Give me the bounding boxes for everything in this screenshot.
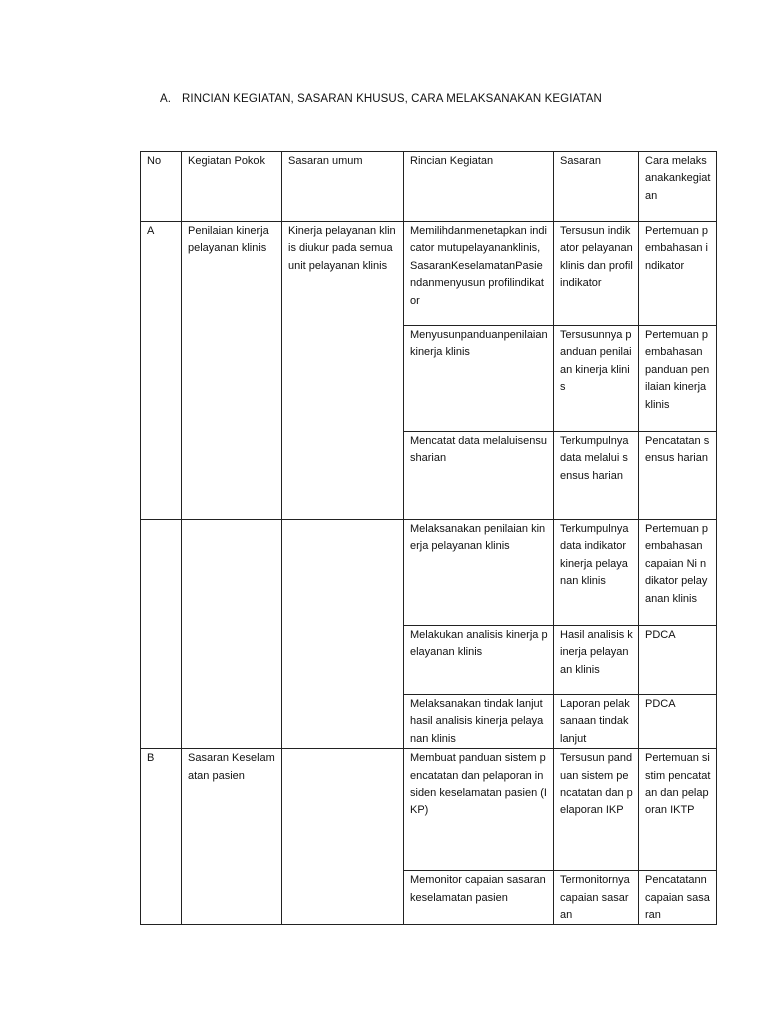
section-heading [160,93,602,105]
cell-sasaran: Laporan pelaksanaan tindak lanjut [554,695,639,749]
cell-no: A [141,222,182,520]
header-sasaran: Sasaran [554,152,639,222]
cell-cara: Pencatatann capaian sasaran [639,871,717,925]
cell-kegiatan-pokok [182,520,282,749]
cell-kegiatan-pokok: Penilaian kinerja pelayanan klinis [182,222,282,520]
activity-table [140,151,717,925]
cell-no: B [141,749,182,925]
cell-rincian: Memonitor capaian sasaran keselamatan pasien [404,871,554,925]
cell-sasaran: Termonitornya capaian sasaran [554,871,639,925]
cell-cara: PDCA [639,695,717,749]
cell-kegiatan-pokok: Sasaran Keselamatan pasien [182,749,282,925]
cell-sasaran: Hasil analisis kinerja pelayanan klinis [554,626,639,695]
cell-sasaran: Tersusun indikator pelayanan klinis dan profil indikator [554,222,639,326]
header-cara-melaksanakan: Cara melaksanakankegiatan [639,152,717,222]
cell-sasaran: Terkumpulnya data melalui sensus harian [554,432,639,520]
cell-rincian: Menyusunpanduanpenilaian kinerja klinis [404,326,554,432]
section-title: RINCIAN KEGIATAN, SASARAN KHUSUS, CARA MELAKSANAKAN KEGIATAN [182,93,602,105]
table-row [141,749,717,871]
cell-sasaran: Terkumpulnya data indikator kinerja pelayanan klinis [554,520,639,626]
table-row [141,520,717,626]
cell-cara: Pertemuan sistim pencatatan dan pelaporan IKTP [639,749,717,871]
cell-rincian: Melaksanakan tindak lanjut hasil analisis kinerja pelayanan klinis [404,695,554,749]
cell-cara: Pertemuan pembahasan panduan penilaian kinerja klinis [639,326,717,432]
cell-sasaran-umum [282,749,404,925]
cell-rincian: Melakukan analisis kinerja pelayanan klinis [404,626,554,695]
cell-rincian: Membuat panduan sistem pencatatan dan pelaporan insiden keselamatan pasien (IKP) [404,749,554,871]
header-rincian-kegiatan: Rincian Kegiatan [404,152,554,222]
cell-cara: Pertemuan pembahasan indikator [639,222,717,326]
cell-cara: Pertemuan pembahasan capaian Ni ndikator pelayanan klinis [639,520,717,626]
cell-sasaran-umum [282,520,404,749]
cell-rincian: Mencatat data melaluisensusharian [404,432,554,520]
header-sasaran-umum: Sasaran umum [282,152,404,222]
cell-rincian: Memilihdanmenetapkan indicator mutupelayananklinis, SasaranKeselamatanPasiendanmenyusun profilindikator [404,222,554,326]
cell-sasaran: Tersusunnya panduan penilaian kinerja klinis [554,326,639,432]
cell-sasaran-umum: Kinerja pelayanan klinis diukur pada semua unit pelayanan klinis [282,222,404,520]
cell-cara: Pencatatan sensus harian [639,432,717,520]
table-row [141,222,717,326]
cell-sasaran: Tersusun panduan sistem pencatatan dan pelaporan IKP [554,749,639,871]
cell-rincian: Melaksanakan penilaian kinerja pelayanan klinis [404,520,554,626]
header-row [141,152,717,222]
header-kegiatan-pokok: Kegiatan Pokok [182,152,282,222]
cell-cara: PDCA [639,626,717,695]
header-no: No [141,152,182,222]
cell-no [141,520,182,749]
section-letter: A. [160,93,172,105]
